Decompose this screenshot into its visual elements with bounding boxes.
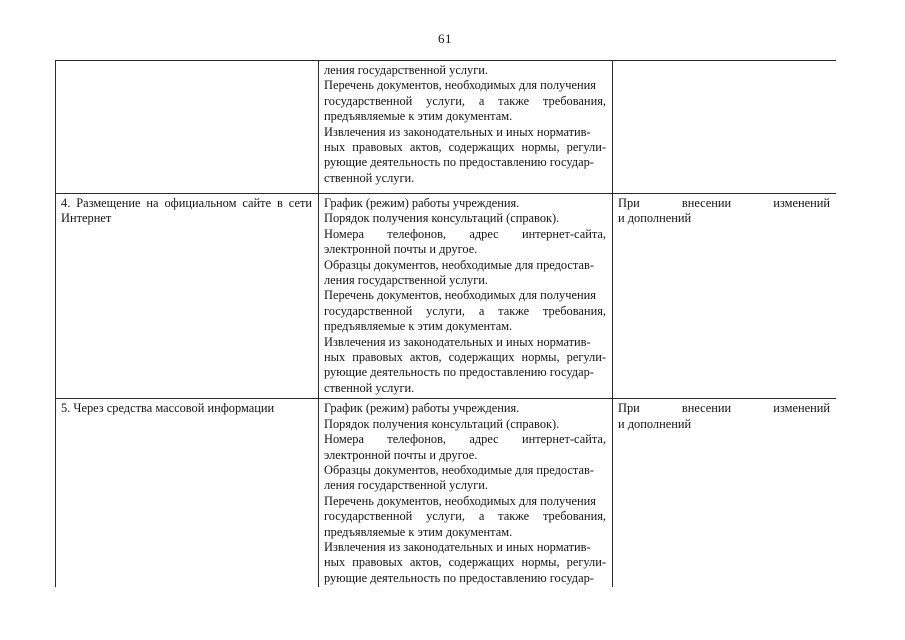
text-line: и дополнений bbox=[618, 416, 692, 431]
text-line: и дополнений bbox=[618, 211, 692, 226]
text-line: ных правовых актов, содержащих нормы, регули- bbox=[324, 555, 606, 570]
table-row-continuation bbox=[56, 61, 837, 194]
text-line: государственной услуги, а также требования, bbox=[324, 509, 606, 524]
cell-method bbox=[56, 399, 319, 587]
text-line: График (режим) работы учреждения. bbox=[324, 401, 520, 416]
text-line: ления государственной услуги. bbox=[324, 478, 489, 493]
text-line: Номера телефонов, адрес интернет-сайта, bbox=[324, 432, 606, 447]
text-line: 4. Размещение на официальном сайте в сети bbox=[61, 196, 312, 210]
text-line: электронной почты и другое. bbox=[324, 447, 478, 462]
text-line: государственной услуги, а также требования, bbox=[324, 93, 606, 108]
page-number: 61 bbox=[438, 31, 452, 46]
text-line: электронной почты и другое. bbox=[324, 242, 478, 257]
cell-method bbox=[56, 194, 319, 399]
text-line: Перечень документов, необходимых для получения bbox=[324, 288, 596, 303]
text-line: Образцы документов, необходимые для предостав- bbox=[324, 257, 594, 272]
text-line: При внесении изменений bbox=[618, 401, 830, 416]
cell-frequency bbox=[613, 194, 837, 399]
table-row-item5 bbox=[56, 399, 837, 587]
text-line: рующие деятельность по предоставлению государ- bbox=[324, 365, 594, 380]
text-line: ных правовых актов, содержащих нормы, регули- bbox=[324, 350, 606, 365]
text-line: ления государственной услуги. bbox=[324, 273, 489, 288]
text-line: Перечень документов, необходимых для получения bbox=[324, 493, 596, 508]
cell-frequency bbox=[613, 399, 837, 587]
text-line: Номера телефонов, адрес интернет-сайта, bbox=[324, 226, 606, 241]
cell-method bbox=[56, 61, 319, 194]
text-line: ственной услуги. bbox=[324, 170, 415, 185]
text-line: ственной услуги. bbox=[324, 380, 415, 395]
text-line: При внесении изменений bbox=[618, 196, 830, 210]
text-line: ных правовых актов, содержащих нормы, регули- bbox=[324, 140, 606, 155]
text-line: Извлечения из законодательных и иных норматив- bbox=[324, 124, 591, 139]
text-line: предъявляемые к этим документам. bbox=[324, 319, 513, 334]
text-line: предъявляемые к этим документам. bbox=[324, 109, 513, 124]
text-line: рующие деятельность по предоставлению государ- bbox=[324, 155, 594, 170]
table-container bbox=[55, 60, 836, 587]
text-line: ления государственной услуги. bbox=[324, 63, 489, 77]
cell-content bbox=[319, 399, 613, 587]
text-line: Извлечения из законодательных и иных норматив- bbox=[324, 539, 591, 554]
text-line: Образцы документов, необходимые для предостав- bbox=[324, 462, 594, 477]
text-line: Извлечения из законодательных и иных норматив- bbox=[324, 334, 591, 349]
text-line: Порядок получения консультаций (справок). bbox=[324, 211, 560, 226]
information-table bbox=[55, 60, 836, 587]
cell-content bbox=[319, 61, 613, 194]
cell-frequency bbox=[613, 61, 837, 194]
text-line: Порядок получения консультаций (справок). bbox=[324, 416, 560, 431]
text-line: рующие деятельность по предоставлению государ- bbox=[324, 570, 594, 585]
table-row-item4 bbox=[56, 194, 837, 399]
text-line: График (режим) работы учреждения. bbox=[324, 196, 520, 210]
text-line: предъявляемые к этим документам. bbox=[324, 524, 513, 539]
text-line: государственной услуги, а также требования, bbox=[324, 303, 606, 318]
text-line: 5. Через средства массовой информации bbox=[61, 401, 275, 416]
cell-content bbox=[319, 194, 613, 399]
text-line: Перечень документов, необходимых для получения bbox=[324, 78, 596, 93]
text-line: Интернет bbox=[61, 211, 112, 226]
